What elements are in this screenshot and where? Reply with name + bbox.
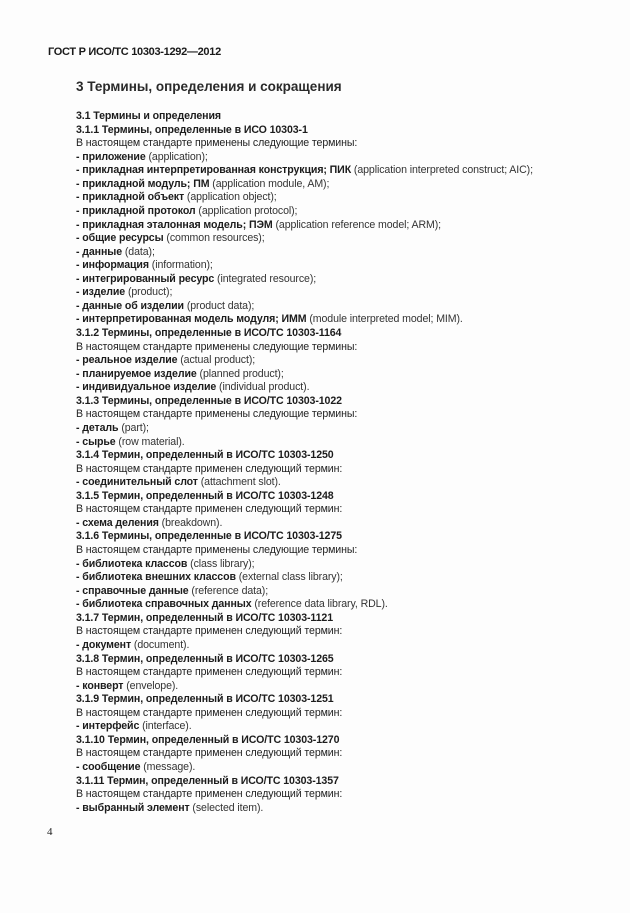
subsection-heading: 3.1.2 Термины, определенные в ИСО/ТС 10303-1164 — [76, 327, 342, 339]
term-english: (class library); — [187, 557, 255, 570]
term-name: - реальное изделие — [76, 354, 178, 367]
paragraph: В настоящем стандарте применен следующий термин: — [76, 706, 343, 719]
subsection-heading: 3.1.4 Термин, определенный в ИСО/ТС 10303-1250 — [76, 449, 334, 462]
term-item — [76, 164, 616, 178]
term-english: (module interpreted model; MIM). — [306, 313, 463, 326]
term-name: - соединительный слот — [76, 476, 198, 489]
term-name: - выбранный элемент — [76, 801, 190, 814]
term-english: (information); — [148, 259, 213, 272]
subsection-heading: 3.1.6 Термины, определенные в ИСО/ТС 10303-1275 — [76, 530, 342, 543]
term-english: (interface). — [139, 720, 192, 733]
term-item — [76, 219, 616, 233]
term-english: (data); — [122, 245, 155, 258]
term-item — [76, 191, 616, 205]
term-name: - справочные данные — [76, 584, 189, 597]
term-item — [76, 205, 616, 219]
term-item — [76, 571, 616, 585]
term-name: - конверт — [76, 679, 124, 692]
subsection-heading: 3.1.11 Термин, определенный в ИСО/ТС 10303-1357 — [76, 774, 339, 787]
term-name: - общие ресурсы — [76, 232, 164, 245]
term-item — [76, 720, 616, 734]
term-name: - прикладная эталонная модель; ПЭМ — [76, 218, 273, 231]
term-item — [76, 246, 616, 260]
paragraph: В настоящем стандарте применен следующий термин: — [76, 747, 343, 760]
paragraph: В настоящем стандарте применены следующие термины: — [76, 408, 358, 421]
term-name: - библиотека справочных данных — [76, 598, 252, 611]
term-english: (planned product); — [196, 367, 284, 380]
term-english: (application); — [145, 150, 208, 163]
term-name: - индивидуальное изделие — [76, 381, 217, 394]
term-english: (common resources); — [163, 232, 265, 245]
term-item — [76, 300, 616, 314]
paragraph: В настоящем стандарте применены следующие термины: — [76, 340, 358, 353]
term-english: (selected item). — [189, 801, 264, 814]
term-english: (envelope). — [123, 679, 179, 692]
term-name: - деталь — [76, 421, 119, 434]
subsection-heading: 3.1.3 Термины, определенные в ИСО/ТС 10303-1022 — [76, 394, 342, 407]
term-name: - сырье — [76, 435, 116, 448]
paragraph: В настоящем стандарте применены следующие термины: — [76, 137, 358, 150]
term-name: - информация — [76, 259, 149, 272]
paragraph: В настоящем стандарте применены следующие термины: — [76, 544, 358, 556]
term-name: - планируемое изделие — [76, 367, 197, 380]
term-english: (external class library); — [235, 571, 343, 584]
term-item — [76, 286, 616, 300]
document-body — [76, 110, 616, 815]
paragraph: В настоящем стандарте применен следующий термин: — [76, 462, 343, 475]
term-english: (application object); — [184, 191, 277, 204]
term-name: - данные — [76, 245, 123, 258]
term-item — [76, 368, 616, 382]
paragraph: В настоящем стандарте применен следующий термин: — [76, 666, 343, 679]
term-english: (actual product); — [177, 354, 256, 367]
paragraph: В настоящем стандарте применен следующий термин: — [76, 625, 343, 638]
term-english: (individual product). — [216, 381, 310, 394]
term-english: (reference data library, RDL). — [251, 598, 388, 611]
page-number: 4 — [47, 826, 53, 838]
term-english: (application reference model; ARM); — [272, 218, 441, 231]
term-item — [76, 680, 616, 694]
term-name: - прикладной протокол — [76, 204, 196, 217]
term-name: - прикладная интерпретированная конструкция; ПИК — [76, 164, 352, 177]
term-name: - интерпретированная модель модуля; ИММ — [76, 313, 307, 326]
term-english: (document). — [131, 638, 190, 651]
subsection-heading: 3.1.10 Термин, определенный в ИСО/ТС 10303-1270 — [76, 733, 340, 746]
term-english: (breakdown). — [158, 516, 223, 529]
term-item — [76, 436, 616, 450]
term-item — [76, 422, 616, 436]
term-item — [76, 354, 616, 368]
subsection-heading: 3.1.9 Термин, определенный в ИСО/ТС 10303-1251 — [76, 693, 334, 706]
term-item — [76, 178, 616, 192]
term-item — [76, 802, 616, 816]
term-english: (attachment slot). — [197, 476, 281, 489]
term-english: (reference data); — [188, 584, 269, 597]
term-english: (part); — [118, 421, 149, 434]
term-item — [76, 517, 616, 531]
term-item — [76, 639, 616, 653]
term-name: - документ — [76, 638, 132, 651]
term-english: (row material). — [115, 435, 185, 448]
term-item — [76, 313, 616, 327]
term-english: (product); — [125, 286, 173, 299]
term-item — [76, 273, 616, 287]
term-english: (message). — [140, 761, 196, 773]
term-name: - прикладной объект — [76, 191, 185, 204]
paragraph: В настоящем стандарте применен следующий термин: — [76, 788, 343, 801]
document-header: ГОСТ Р ИСО/ТС 10303-1292—2012 — [48, 46, 221, 58]
subsection-heading: 3.1.8 Термин, определенный в ИСО/ТС 10303-1265 — [76, 652, 334, 665]
term-name: - сообщение — [76, 761, 141, 773]
subsection-heading: 3.1.1 Термины, определенные в ИСО 10303-1 — [76, 123, 308, 136]
term-name: - прикладной модуль; ПМ — [76, 177, 210, 190]
term-name: - интерфейс — [76, 720, 140, 733]
term-english: (integrated resource); — [214, 272, 317, 285]
paragraph: В настоящем стандарте применен следующий термин: — [76, 503, 343, 516]
term-english: (application interpreted construct; AIC); — [351, 164, 533, 177]
term-name: - изделие — [76, 286, 126, 299]
term-english: (application module, AM); — [209, 177, 330, 190]
section-title: 3 Термины, определения и сокращения — [76, 79, 342, 94]
term-name: - интегрированный ресурс — [76, 272, 215, 285]
term-name: - приложение — [76, 150, 146, 163]
term-item — [76, 381, 616, 395]
term-english: (application protocol); — [195, 204, 298, 217]
term-item — [76, 476, 616, 490]
term-item — [76, 259, 616, 273]
subsection-heading: 3.1.7 Термин, определенный в ИСО/ТС 10303-1121 — [76, 611, 334, 624]
term-name: - схема деления — [76, 516, 159, 529]
term-item — [76, 585, 616, 599]
subsection-heading: 3.1 Термины и определения — [76, 110, 221, 122]
term-name: - данные об изделии — [76, 299, 184, 312]
term-item — [76, 761, 616, 775]
term-item — [76, 232, 616, 246]
term-item — [76, 558, 616, 572]
term-name: - библиотека классов — [76, 557, 188, 570]
subsection-heading: 3.1.5 Термин, определенный в ИСО/ТС 10303-1248 — [76, 489, 334, 502]
term-english: (product data); — [183, 299, 255, 312]
term-name: - библиотека внешних классов — [76, 571, 236, 584]
term-item — [76, 598, 616, 612]
term-item — [76, 151, 616, 165]
